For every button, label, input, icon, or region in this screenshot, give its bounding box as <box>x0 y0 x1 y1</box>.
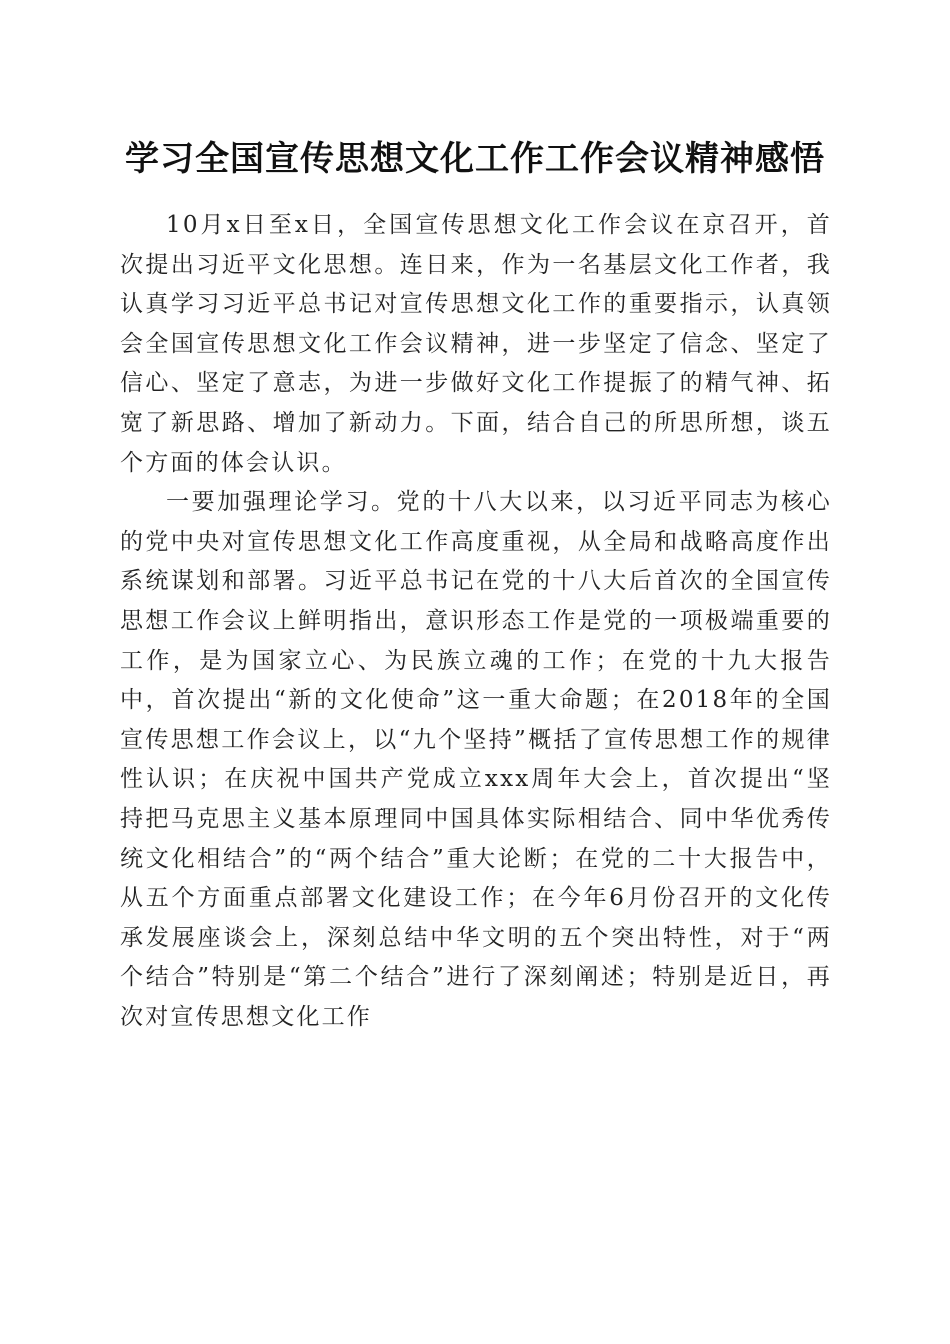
document-body <box>120 206 832 1037</box>
document-title: 学习全国宣传思想文化工作工作会议精神感悟 <box>125 139 825 179</box>
paragraph-intro: 10月x日至x日，全国宣传思想文化工作会议在京召开，首次提出习近平文化思想。连日来，作为一名基层文化工作者，我认真学习习近平总书记对宣传思想文化工作的重要指示，认真领会全国宣传思想文化工作会议精神，进一步坚定了信念、坚定了信心、坚定了意志，为进一步做好文化工作提振了的精气神、拓宽了新思路、增加了新动力。下面，结合自己的所思所想，谈五个方面的体会认识。 <box>120 212 832 476</box>
paragraph-theory-study: 一要加强理论学习。党的十八大以来，以习近平同志为核心的党中央对宣传思想文化工作高度重视，从全局和战略高度作出系统谋划和部署。习近平总书记在党的十八大后首次的全国宣传思想工作会议上鲜明指出，意识形态工作是党的一项极端重要的工作，是为国家立心、为民族立魂的工作；在党的十九大报告中，首次提出“新的文化使命”这一重大命题；在2018年的全国宣传思想工作会议上，以“九个坚持”概括了宣传思想工作的规律性认识；在庆祝中国共产党成立xxx周年大会上，首次提出“坚持把马克思主义基本原理同中国具体实际相结合、同中华优秀传统文化相结合”的“两个结合”重大论断；在党的二十大报告中，从五个方面重点部署文化建设工作；在今年6月份召开的文化传承发展座谈会上，深刻总结中华文明的五个突出特性，对于“两个结合”特别是“第二个结合”进行了深刻阐述；特别是近日，再次对宣传思想文化工作 <box>120 489 832 1030</box>
